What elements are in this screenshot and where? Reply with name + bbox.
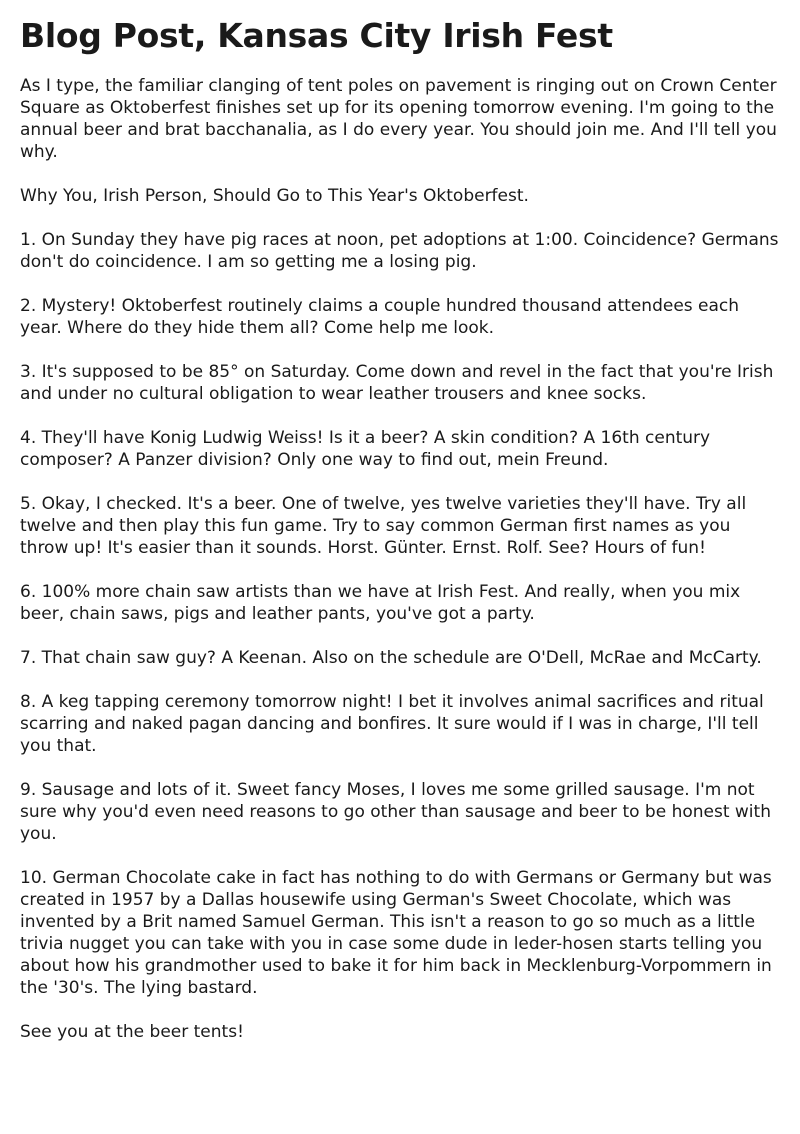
list-item-6: 6. 100% more chain saw artists than we have at Irish Fest. And really, when you mix beer, chain saws, pigs and leather pants, you've got a party.: [20, 582, 741, 624]
list-item-7: 7. That chain saw guy? A Keenan. Also on the schedule are O'Dell, McRae and McCarty.: [20, 648, 762, 668]
list-item-5: 5. Okay, I checked. It's a beer. One of twelve, yes twelve varieties they'll have. Try all twelve and then play this fun game. Try to say common German first names as you throw up! It's easier than it sounds. Horst. Günter. Ernst. Rolf. See? Hours of fun!: [20, 494, 747, 558]
list-item-2: 2. Mystery! Oktoberfest routinely claims a couple hundred thousand attendees each year. Where do they hide them all? Come help me look.: [20, 296, 740, 338]
list-item-3: 3. It's supposed to be 85° on Saturday. Come down and revel in the fact that you're Irish and under no cultural obligation to wear leather trousers and knee socks.: [20, 362, 774, 404]
list-item-9: 9. Sausage and lots of it. Sweet fancy Moses, I loves me some grilled sausage. I'm not sure why you'd even need reasons to go other than sausage and beer to be honest with you.: [20, 780, 771, 844]
list-item-1: 1. On Sunday they have pig races at noon, pet adoptions at 1:00. Coincidence? Germans don't do coincidence. I am so getting me a losing pig.: [20, 230, 779, 272]
list-heading: Why You, Irish Person, Should Go to This Year's Oktoberfest.: [20, 186, 529, 206]
article-body: [20, 75, 780, 1043]
closing-paragraph: See you at the beer tents!: [20, 1022, 244, 1042]
list-item-10: 10. German Chocolate cake in fact has nothing to do with Germans or Germany but was created in 1957 by a Dallas housewife using German's Sweet Chocolate, which was invented by a Brit named Samuel German. This isn't a reason to go so much as a little trivia nugget you can take with you in case some dude in leder-hosen starts telling you about how his grandmother used to bake it for him back in Mecklenburg-Vorpommern in the '30's. The lying bastard.: [20, 868, 772, 998]
page-title: Blog Post, Kansas City Irish Fest: [20, 16, 613, 55]
list-item-8: 8. A keg tapping ceremony tomorrow night! I bet it involves animal sacrifices and ritual scarring and naked pagan dancing and bonfires. It sure would if I was in charge, I'll tell you that.: [20, 692, 764, 756]
list-item-4: 4. They'll have Konig Ludwig Weiss! Is it a beer? A skin condition? A 16th century composer? A Panzer division? Only one way to find out, mein Freund.: [20, 428, 711, 470]
intro-paragraph: As I type, the familiar clanging of tent poles on pavement is ringing out on Crown Center Square as Oktoberfest finishes set up for its opening tomorrow evening. I'm going to the annual beer and brat bacchanalia, as I do every year. You should join me. And I'll tell you why.: [20, 76, 777, 162]
